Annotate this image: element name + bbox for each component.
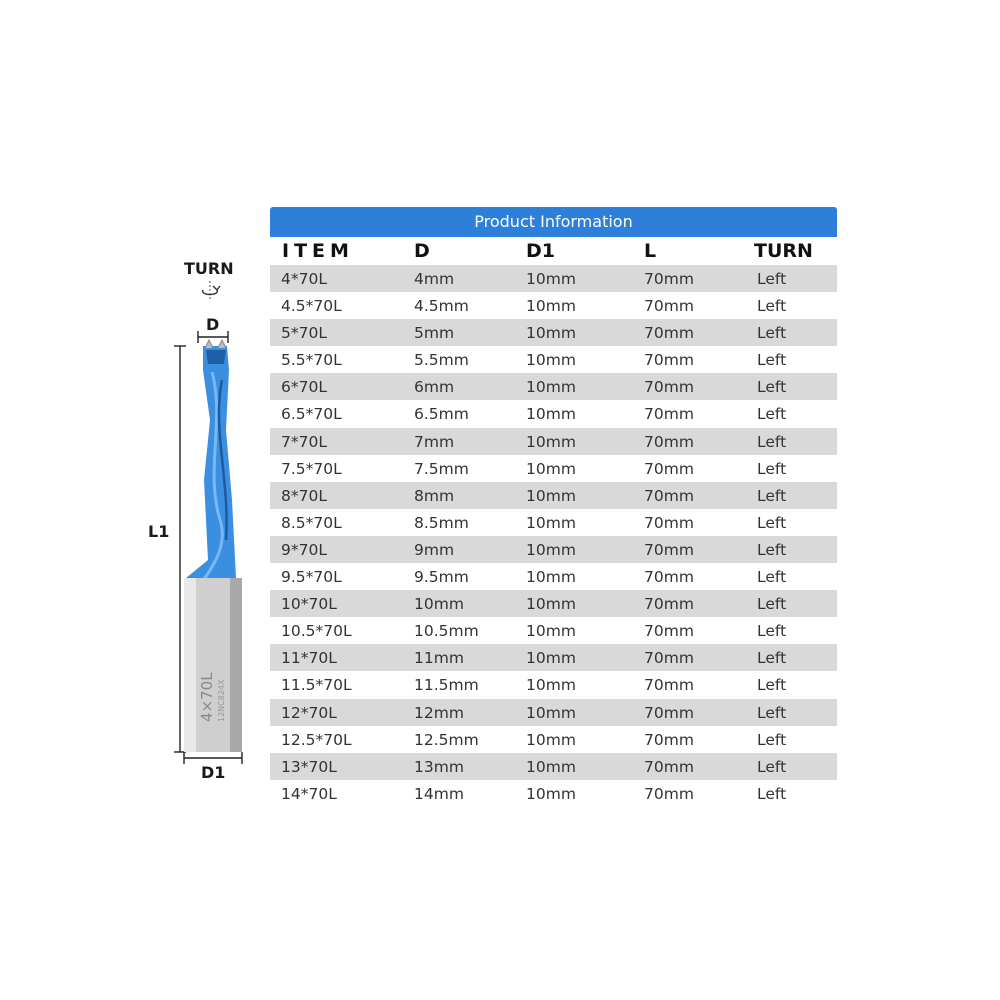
cell-l: 70mm <box>644 703 694 722</box>
l1-dimension-label: L1 <box>148 522 170 541</box>
cell-d: 11.5mm <box>414 676 479 695</box>
table-row <box>270 482 837 509</box>
table-row <box>270 346 837 373</box>
cell-d1: 10mm <box>526 784 576 803</box>
cell-item: 12.5*70L <box>281 730 352 749</box>
d-dimension-label: D <box>206 315 220 334</box>
cell-turn: Left <box>757 703 787 722</box>
cell-d1: 10mm <box>526 432 576 451</box>
table-row <box>270 780 837 807</box>
cell-l: 70mm <box>644 486 694 505</box>
cell-turn: Left <box>757 622 787 641</box>
header-l: L <box>644 240 657 262</box>
cell-l: 70mm <box>644 405 694 424</box>
table-body <box>270 265 837 807</box>
table-row <box>270 671 837 698</box>
cell-turn: Left <box>757 297 787 316</box>
cell-d1: 10mm <box>526 459 576 478</box>
cell-item: 14*70L <box>281 784 337 803</box>
cell-d1: 10mm <box>526 324 576 343</box>
cell-item: 4.5*70L <box>281 297 342 316</box>
cell-turn: Left <box>757 540 787 559</box>
table-row <box>270 292 837 319</box>
cell-turn: Left <box>757 568 787 587</box>
table-title: Product Information <box>270 207 837 237</box>
cell-l: 70mm <box>644 649 694 668</box>
cell-l: 70mm <box>644 513 694 532</box>
cell-d1: 10mm <box>526 351 576 370</box>
cell-d1: 10mm <box>526 513 576 532</box>
cell-l: 70mm <box>644 432 694 451</box>
cell-d1: 10mm <box>526 703 576 722</box>
cell-d1: 10mm <box>526 649 576 668</box>
cell-l: 70mm <box>644 378 694 397</box>
cell-d: 4.5mm <box>414 297 469 316</box>
table-row <box>270 509 837 536</box>
d1-dimension-label: D1 <box>201 763 226 782</box>
cell-turn: Left <box>757 595 787 614</box>
drill-bit-diagram <box>0 0 260 1000</box>
cell-d: 7.5mm <box>414 459 469 478</box>
cell-l: 70mm <box>644 676 694 695</box>
cell-l: 70mm <box>644 784 694 803</box>
cell-d: 12mm <box>414 703 464 722</box>
cell-d1: 10mm <box>526 730 576 749</box>
cell-turn: Left <box>757 405 787 424</box>
cell-item: 9*70L <box>281 540 327 559</box>
cell-turn: Left <box>757 730 787 749</box>
cell-d: 5mm <box>414 324 455 343</box>
cell-item: 13*70L <box>281 757 337 776</box>
cell-turn: Left <box>757 676 787 695</box>
cell-d: 8.5mm <box>414 513 469 532</box>
cell-turn: Left <box>757 432 787 451</box>
cell-d: 9.5mm <box>414 568 469 587</box>
table-row <box>270 617 837 644</box>
cell-item: 11.5*70L <box>281 676 352 695</box>
cell-item: 10*70L <box>281 595 337 614</box>
cell-d: 14mm <box>414 784 464 803</box>
table-row <box>270 726 837 753</box>
header-turn: TURN <box>754 240 813 262</box>
header-item: ITEM <box>282 240 354 262</box>
shank-marking: 4×70L <box>198 672 216 722</box>
cell-item: 4*70L <box>281 270 327 288</box>
table-row <box>270 753 837 780</box>
cell-item: 7*70L <box>281 432 327 451</box>
rotation-arrow-icon <box>203 281 220 300</box>
drill-flute <box>185 340 242 598</box>
cell-d: 6.5mm <box>414 405 469 424</box>
cell-l: 70mm <box>644 297 694 316</box>
cell-d: 10.5mm <box>414 622 479 641</box>
cell-l: 70mm <box>644 622 694 641</box>
cell-l: 70mm <box>644 595 694 614</box>
cell-d1: 10mm <box>526 676 576 695</box>
table-row <box>270 699 837 726</box>
cell-item: 7.5*70L <box>281 459 342 478</box>
table-row <box>270 455 837 482</box>
cell-l: 70mm <box>644 730 694 749</box>
cell-d1: 10mm <box>526 540 576 559</box>
product-information-table <box>270 207 837 807</box>
table-row <box>270 265 837 292</box>
cell-l: 70mm <box>644 270 694 288</box>
cell-d: 4mm <box>414 270 455 288</box>
cell-l: 70mm <box>644 540 694 559</box>
cell-turn: Left <box>757 513 787 532</box>
turn-label: TURN <box>184 259 234 278</box>
cell-item: 10.5*70L <box>281 622 352 641</box>
cell-d: 8mm <box>414 486 455 505</box>
cell-d: 6mm <box>414 378 455 397</box>
cell-item: 8*70L <box>281 486 327 505</box>
cell-l: 70mm <box>644 324 694 343</box>
cell-d: 12.5mm <box>414 730 479 749</box>
cell-l: 70mm <box>644 568 694 587</box>
cell-turn: Left <box>757 784 787 803</box>
cell-item: 12*70L <box>281 703 337 722</box>
table-row <box>270 536 837 563</box>
column-headers <box>270 237 837 265</box>
cell-item: 5*70L <box>281 324 327 343</box>
shank-code: 12NC824X <box>217 679 226 722</box>
cell-item: 9.5*70L <box>281 568 342 587</box>
cell-l: 70mm <box>644 351 694 370</box>
table-row <box>270 590 837 617</box>
table-row <box>270 563 837 590</box>
table-row <box>270 373 837 400</box>
cell-item: 5.5*70L <box>281 351 342 370</box>
cell-turn: Left <box>757 757 787 776</box>
cell-d1: 10mm <box>526 622 576 641</box>
header-d: D <box>414 240 430 262</box>
cell-item: 6*70L <box>281 378 327 397</box>
cell-d: 5.5mm <box>414 351 469 370</box>
header-d1: D1 <box>526 240 555 262</box>
table-row <box>270 644 837 671</box>
table-row <box>270 400 837 427</box>
cell-d: 7mm <box>414 432 455 451</box>
cell-d: 10mm <box>414 595 464 614</box>
table-row <box>270 428 837 455</box>
cell-turn: Left <box>757 459 787 478</box>
cell-d1: 10mm <box>526 486 576 505</box>
cell-turn: Left <box>757 486 787 505</box>
table-row <box>270 319 837 346</box>
cell-l: 70mm <box>644 459 694 478</box>
cell-d1: 10mm <box>526 297 576 316</box>
cell-d: 11mm <box>414 649 464 668</box>
drill-shank <box>184 578 242 752</box>
cell-turn: Left <box>757 649 787 668</box>
cell-d1: 10mm <box>526 757 576 776</box>
cell-d1: 10mm <box>526 378 576 397</box>
cell-l: 70mm <box>644 757 694 776</box>
cell-turn: Left <box>757 270 787 288</box>
cell-d: 13mm <box>414 757 464 776</box>
cell-d: 9mm <box>414 540 455 559</box>
cell-d1: 10mm <box>526 595 576 614</box>
cell-d1: 10mm <box>526 568 576 587</box>
cell-d1: 10mm <box>526 270 576 288</box>
cell-turn: Left <box>757 324 787 343</box>
cell-item: 11*70L <box>281 649 337 668</box>
cell-d1: 10mm <box>526 405 576 424</box>
cell-turn: Left <box>757 378 787 397</box>
cell-item: 8.5*70L <box>281 513 342 532</box>
cell-turn: Left <box>757 351 787 370</box>
cell-item: 6.5*70L <box>281 405 342 424</box>
